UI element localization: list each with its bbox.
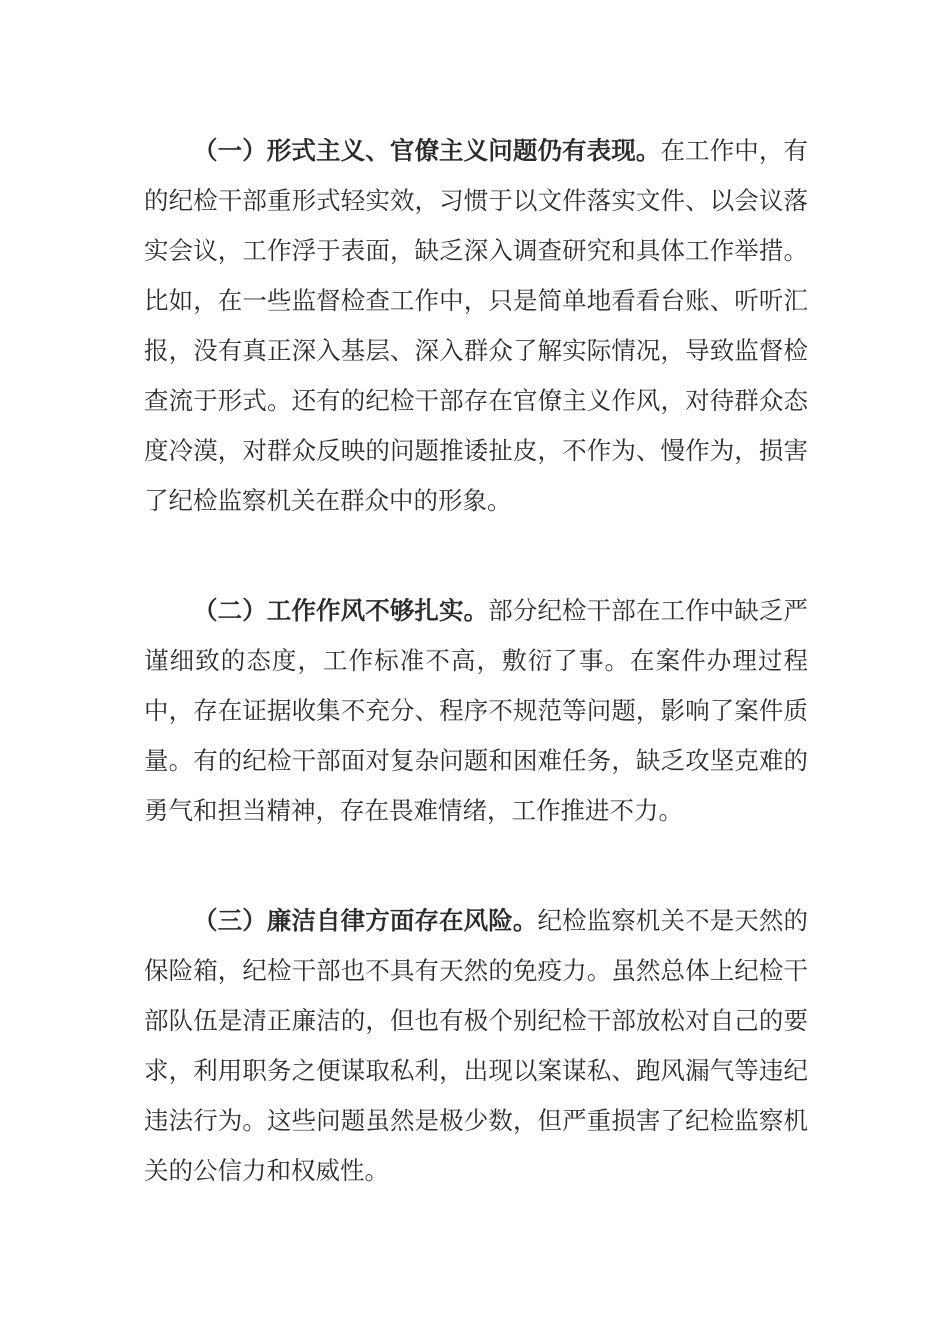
- paragraph-1: [144, 126, 808, 526]
- paragraph-1-body: 在工作中，有的纪检干部重形式轻实效，习惯于以文件落实文件、以会议落实会议，工作浮于表面，缺乏深入调查研究和具体工作举措。比如，在一些监督检查工作中，只是简单地看看台账、听听汇报，没有真正深入基层、深入群众了解实际情况，导致监督检查流于形式。还有的纪检干部存在官僚主义作风，对待群众态度冷漠，对群众反映的问题推诿扯皮，不作为、慢作为，损害了纪检监察机关在群众中的形象。: [144, 136, 809, 515]
- paragraph-2-heading: （二）工作作风不够扎实。: [193, 596, 489, 625]
- paragraph-1-heading: （一）形式主义、官僚主义问题仍有表现。: [193, 136, 661, 165]
- paragraph-3: [144, 896, 808, 1196]
- paragraph-3-heading: （三）廉洁自律方面存在风险。: [193, 906, 538, 935]
- paragraph-3-body: 纪检监察机关不是天然的保险箱，纪检干部也不具有天然的免疫力。虽然总体上纪检干部队伍是清正廉洁的，但也有极个别纪检干部放松对自己的要求，利用职务之便谋取私利，出现以案谋私、跑风漏气等违纪违法行为。这些问题虽然是极少数，但严重损害了纪检监察机关的公信力和权威性。: [144, 906, 809, 1185]
- paragraph-2-body: 部分纪检干部在工作中缺乏严谨细致的态度，工作标准不高，敷衍了事。在案件办理过程中，存在证据收集不充分、程序不规范等问题，影响了案件质量。有的纪检干部面对复杂问题和困难任务，缺乏攻坚克难的勇气和担当精神，存在畏难情绪，工作推进不力。: [144, 596, 808, 825]
- paragraph-2: [144, 586, 808, 836]
